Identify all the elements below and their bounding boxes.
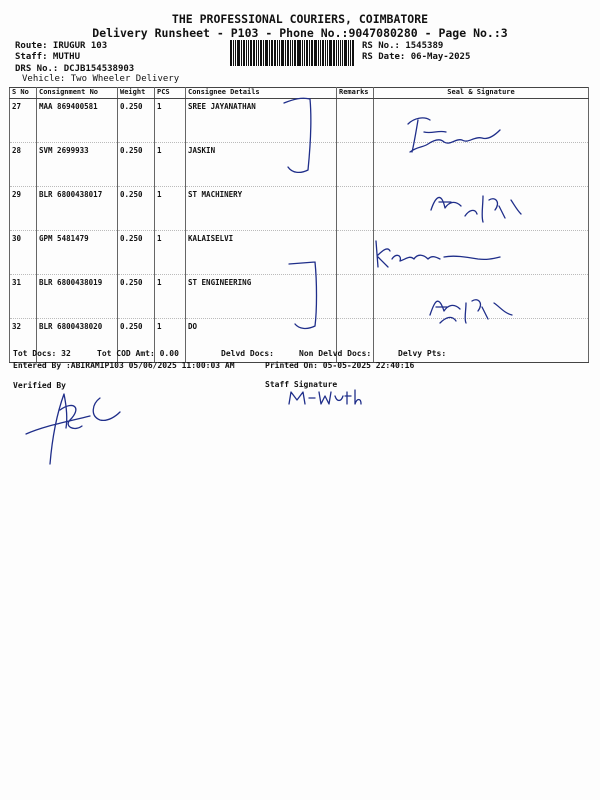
cell-sno: 32	[10, 319, 37, 363]
staff-signature-label: Staff Signature	[265, 380, 338, 389]
drs-number: DRS No.: DCJB154538903	[15, 64, 135, 74]
cell-weight: 0.250	[118, 319, 155, 363]
non-delivered-docs: Non Delvd Docs:	[299, 349, 372, 358]
barcode-bar	[279, 40, 280, 66]
cell-consignee: ST MACHINERY	[186, 187, 337, 231]
col-seal-signature: Seal & Signature	[374, 88, 589, 99]
col-pcs: PCS	[155, 88, 186, 99]
barcode-bar	[246, 40, 247, 66]
barcode-bar	[333, 40, 335, 66]
barcode-bar	[338, 40, 339, 66]
barcode-bar	[352, 40, 354, 66]
col-remarks: Remarks	[337, 88, 374, 99]
cell-weight: 0.250	[118, 275, 155, 319]
barcode-bar	[298, 40, 301, 66]
barcode-bar	[265, 40, 268, 66]
cell-pcs: 1	[155, 275, 186, 319]
barcode-bar	[285, 40, 286, 66]
barcode-bar	[325, 40, 326, 66]
cell-weight: 0.250	[118, 143, 155, 187]
cell-pcs: 1	[155, 231, 186, 275]
barcode-bar	[243, 40, 245, 66]
barcode-bar	[260, 40, 262, 66]
verifier-signature	[20, 380, 130, 470]
cell-pcs: 1	[155, 319, 186, 363]
barcode-bar	[237, 40, 240, 66]
verified-by-label: Verified By	[13, 381, 66, 390]
barcode-bar	[256, 40, 257, 66]
cell-consignee: SREE JAYANATHAN	[186, 99, 337, 143]
cell-weight: 0.250	[118, 187, 155, 231]
bracket-mark-bottom	[285, 258, 335, 338]
barcode-bar	[342, 40, 343, 66]
barcode-bar	[304, 40, 305, 66]
cell-sno: 30	[10, 231, 37, 275]
cell-remarks	[337, 143, 374, 187]
barcode-bar	[258, 40, 259, 66]
col-consignment: Consignment No	[37, 88, 118, 99]
total-docs: Tot Docs: 32	[13, 349, 71, 358]
barcode-bar	[230, 40, 232, 66]
recipient-signature-row30	[370, 233, 510, 273]
cell-pcs: 1	[155, 187, 186, 231]
cell-consignee: KALAISELVI	[186, 231, 337, 275]
barcode-bar	[344, 40, 347, 66]
cell-remarks	[337, 231, 374, 275]
recipient-signature-row29	[425, 180, 535, 230]
cell-weight: 0.250	[118, 231, 155, 275]
cell-weight: 0.250	[118, 99, 155, 143]
staff-signature	[285, 386, 365, 410]
cell-remarks	[337, 275, 374, 319]
col-weight: Weight	[118, 88, 155, 99]
barcode-bar	[350, 40, 351, 66]
barcode-bar	[263, 40, 264, 66]
barcode-bar	[281, 40, 284, 66]
cell-pcs: 1	[155, 99, 186, 143]
delivery-points: Delvy Pts:	[398, 349, 447, 358]
cell-consignment: MAA 869400581	[37, 99, 118, 143]
cell-consignment: BLR 6800438019	[37, 275, 118, 319]
cell-consignment: GPM 5481479	[37, 231, 118, 275]
cell-sno: 28	[10, 143, 37, 187]
rs-number: RS No.: 1545389	[362, 41, 444, 51]
barcode-bar	[340, 40, 342, 66]
cell-pcs: 1	[155, 143, 186, 187]
barcode-bar	[329, 40, 332, 66]
barcode-bar	[277, 40, 278, 66]
cell-sno: 29	[10, 187, 37, 231]
cell-consignee: DO	[186, 319, 337, 363]
cell-sno: 27	[10, 99, 37, 143]
rs-date: RS Date: 06-May-2025	[362, 52, 471, 62]
cell-remarks	[337, 187, 374, 231]
runsheet-title: Delivery Runsheet - P103 - Phone No.:9047080280 - Page No.:3	[92, 26, 508, 40]
barcode-bar	[297, 40, 298, 66]
barcode-bar	[348, 40, 349, 66]
barcode-bar	[269, 40, 270, 66]
printed-on: Printed On: 05-05-2025 22:40:16	[265, 361, 415, 370]
barcode	[230, 40, 355, 66]
staff-label: Staff: MUTHU	[15, 52, 81, 62]
barcode-bar	[233, 40, 234, 66]
cell-consignment: BLR 6800438020	[37, 319, 118, 363]
bracket-mark-top	[280, 95, 340, 185]
cell-consignment: BLR 6800438017	[37, 187, 118, 231]
barcode-bar	[314, 40, 317, 66]
barcode-bar	[235, 40, 236, 66]
barcode-bar	[322, 40, 324, 66]
barcode-bar	[309, 40, 310, 66]
barcode-bar	[248, 40, 249, 66]
barcode-bar	[318, 40, 319, 66]
cell-sno: 31	[10, 275, 37, 319]
barcode-bar	[274, 40, 276, 66]
recipient-signature-row32	[422, 283, 532, 333]
cell-consignee: ST ENGINEERING	[186, 275, 337, 319]
barcode-bar	[302, 40, 303, 66]
cell-remarks	[337, 99, 374, 143]
cell-consignee: JASKIN	[186, 143, 337, 187]
barcode-bar	[271, 40, 273, 66]
barcode-bar	[287, 40, 289, 66]
barcode-bar	[241, 40, 242, 66]
barcode-bar	[311, 40, 313, 66]
barcode-bar	[306, 40, 308, 66]
col-sno: S No	[10, 88, 37, 99]
total-cod-amount: Tot COD Amt: 0.00	[97, 349, 179, 358]
barcode-bar	[292, 40, 293, 66]
route-label: Route: IRUGUR 103	[15, 41, 108, 51]
col-consignee: Consignee Details	[186, 88, 337, 99]
barcode-bar	[336, 40, 337, 66]
barcode-bar	[253, 40, 256, 66]
company-title: THE PROFESSIONAL COURIERS, COIMBATORE	[171, 12, 429, 26]
barcode-bar	[320, 40, 321, 66]
recipient-signature-row27	[400, 110, 510, 165]
vehicle-label: Vehicle: Two Wheeler Delivery	[22, 74, 180, 84]
cell-consignment: SVM 2699933	[37, 143, 118, 187]
barcode-bar	[294, 40, 296, 66]
delivered-docs: Delvd Docs:	[221, 349, 274, 358]
barcode-bar	[327, 40, 328, 66]
barcode-bar	[250, 40, 252, 66]
barcode-bar	[290, 40, 291, 66]
entered-by: Entered By :ABIRAMIP103 05/06/2025 11:00:03 AM	[13, 361, 235, 370]
